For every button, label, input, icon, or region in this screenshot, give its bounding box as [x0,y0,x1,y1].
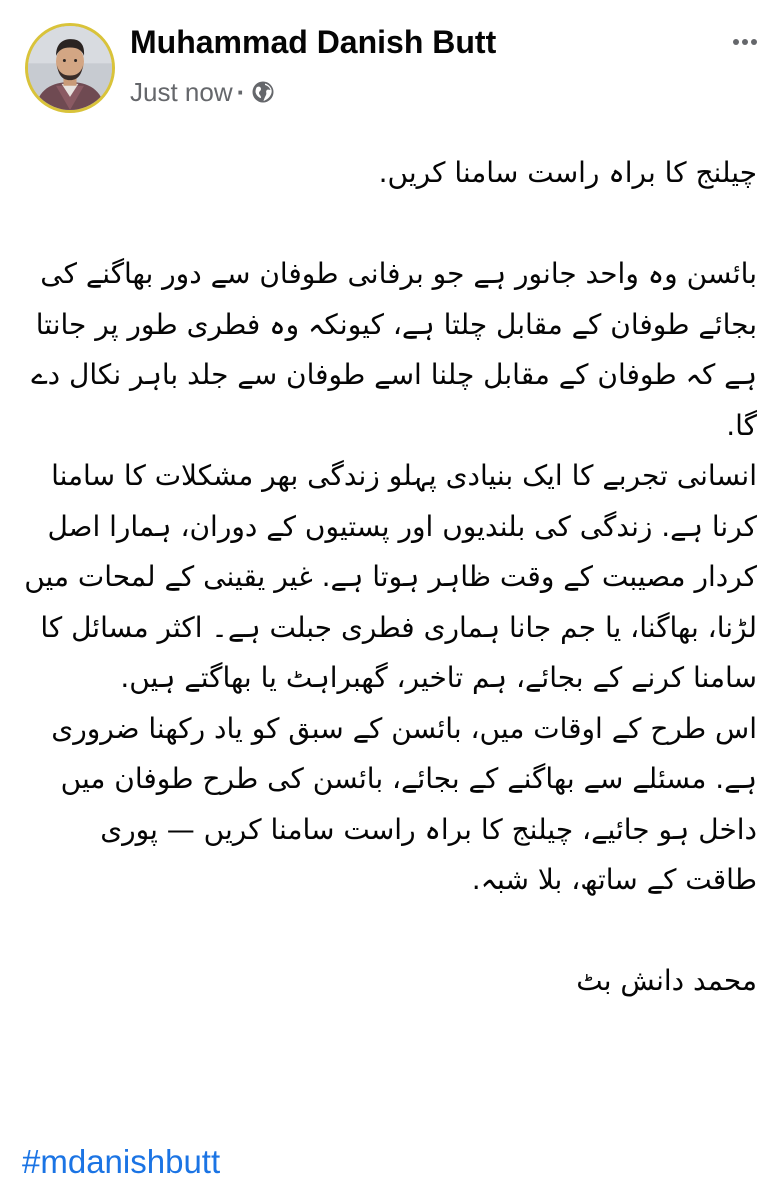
post-timestamp[interactable]: Just now [130,76,233,107]
avatar[interactable] [25,23,115,113]
meta-separator: · [236,76,246,107]
hashtag-link[interactable]: #mdanishbutt [22,1143,221,1180]
post-paragraph: بائسن وہ واحد جانور ہے جو برفانی طوفان سے دور بھاگنے کی بجائے طوفان کے مقابل چلتا ہے، کیونکہ وہ فطری طور پر جانتا ہے کہ طوفان کے مقابل چلنا اسے طوفان سے جلد باہر نکال دے گا. [31,257,757,442]
more-horizontal-icon [729,26,761,58]
post-signature: محمد دانش بٹ [576,964,757,997]
post-meta [130,75,275,109]
post-paragraph: انسانی تجربے کا ایک بنیادی پہلو زندگی بھر مشکلات کا سامنا کرنا ہے. زندگی کی بلندیوں اور پستیوں کے دوران، ہمارا اصل کردار مصیبت کے وقت ظاہر ہوتا ہے. غیر یقینی کے لمحات میں لڑنا، بھاگنا، یا جم جانا ہماری فطری جبلت ہے۔ اکثر مسائل کا سامنا کرنے کے بجائے، ہم تاخیر، گھبراہٹ یا بھاگتے ہیں. [24,459,757,694]
paragraph-spacer [22,906,757,957]
more-options-button[interactable] [729,26,761,58]
post-paragraph: چیلنج کا براہ راست سامنا کریں. [378,156,757,189]
paragraph-spacer [22,199,757,250]
avatar-photo [28,26,112,110]
post-header [0,0,783,130]
post-paragraph: اس طرح کے اوقات میں، بائسن کے سبق کو یاد رکھنا ضروری ہے. مسئلے سے بھاگنے کے بجائے، بائسن کی طرح طوفان میں داخل ہو جائیے، چیلنج کا براہ راست سامنا کریں — پوری طاقت کے ساتھ، بلا شبہ. [51,711,757,896]
post-text [22,148,757,1007]
author-name[interactable]: Muhammad Danish Butt [130,24,497,60]
globe-icon[interactable] [251,80,275,104]
